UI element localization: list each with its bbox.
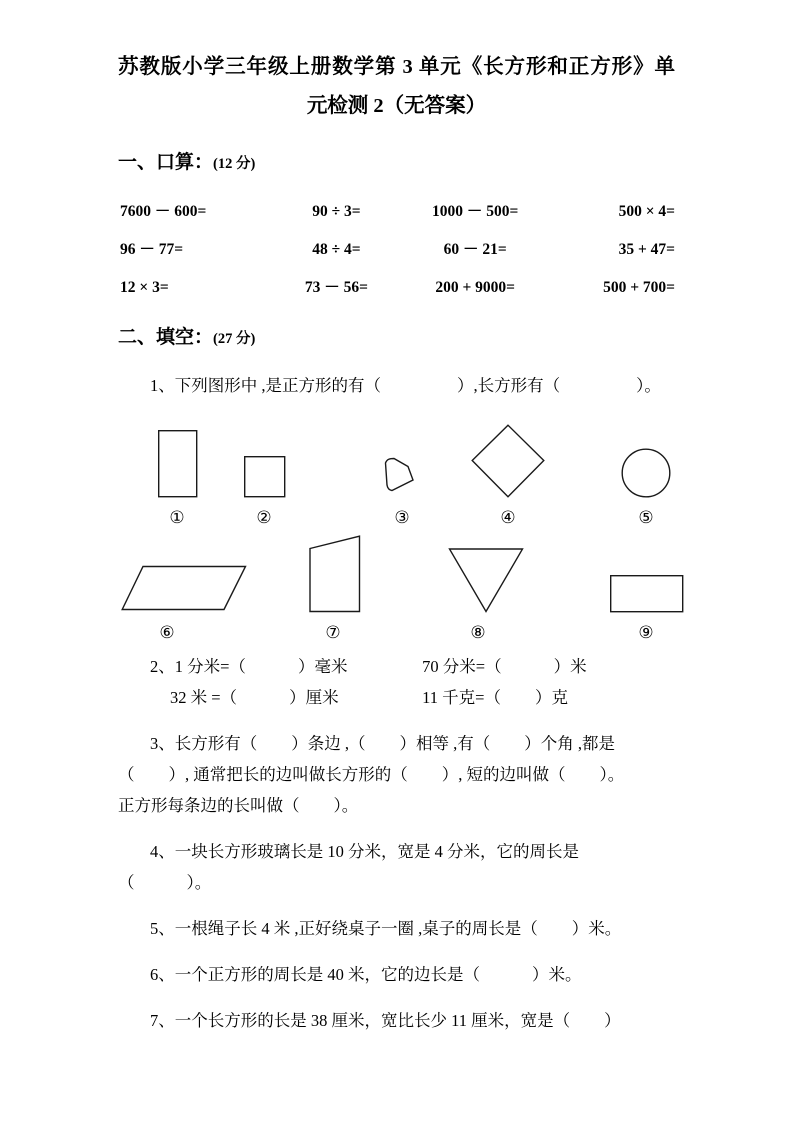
arith-cell: 500 + 700= [603,279,675,296]
question-3-part-c: ）相等 ,有（ [399,734,491,753]
shape-label-1: ① [169,508,185,527]
question-2b-pre: 70 分米=（ [422,657,502,676]
question-2-grid [118,651,675,713]
question-6-text [118,959,675,990]
arith-cell: 7600 － 600= [120,203,207,220]
arith-cell: 73 － 56= [304,279,368,296]
arith-cell: 1000 － 500= [431,203,519,220]
shape-label-7: ⑦ [325,623,341,642]
question-7-part-a: 7、一个长方形的长是 38 厘米，宽比长少 11 厘米，宽是（ [150,1011,571,1030]
page-title-line-2: 元检测 2（无答案） [306,95,487,117]
arith-cell: 12 × 3= [120,279,169,296]
question-3-part-d: ）个角 ,都是 [524,734,615,753]
section-1-points: (12 分) [213,156,256,172]
oral-calculation-grid [118,193,675,307]
question-3-line-1 [118,728,675,759]
page-title-line-1: 苏教版小学三年级上册数学第 3 单元《长方形和正方形》单 [118,56,675,78]
table-row [118,231,675,269]
question-6-part-a: 6、一个正方形的周长是 40 米，它的边长是（ [150,965,480,984]
question-4-line-1: 4、一块长方形玻璃长是 10 分米，宽是 4 分米，它的周长是 [150,842,579,861]
question-2c-post: ）厘米 [289,688,339,707]
question-3-part-b: ）条边 ,（ [291,734,366,753]
arith-cell: 96 － 77= [120,241,184,258]
shape-wide-rectangle [610,575,684,613]
question-3-part-j: ）。 [333,796,359,815]
section-2-label: 二、填空： [118,327,214,348]
shape-label-9: ⑨ [638,623,654,642]
question-1-text [118,370,675,401]
shapes-row-2 [118,528,675,643]
shape-label-4: ④ [500,508,516,527]
arith-cell: 90 ÷ 3= [312,203,361,220]
question-5-part-b: ）米。 [571,919,622,938]
shape-label-2: ② [256,508,272,527]
question-4-part-b: ）。 [186,873,212,892]
page-title [118,0,675,126]
question-2b-post: ）米 [553,657,587,676]
question-2c [118,682,422,713]
shapes-row-1 [118,413,675,528]
question-3-part-f: ）, 通常把长的边叫做长方形的（ [168,765,408,784]
section-heading-oral-calculation [118,126,675,181]
question-4-part-a: （ [118,873,135,892]
section-heading-fill-in-blank [118,307,675,356]
shape-tall-rectangle [158,430,198,498]
question-3-part-h: ）。 [599,765,625,784]
arith-cell: 48 ÷ 4= [312,241,361,258]
table-row [118,269,675,307]
question-5-part-a: 5、一根绳子长 4 米 ,正好绕桌子一圈 ,桌子的周长是（ [150,919,538,938]
question-3-line-2 [118,759,675,790]
table-row [118,193,675,231]
section-2-points: (27 分) [213,331,256,347]
question-3-part-g: ）, 短的边叫做（ [441,765,566,784]
question-2a-pre: 2、1 分米=（ [150,657,246,676]
question-2d [422,682,675,713]
shape-label-3: ③ [394,508,410,527]
section-1-label: 一、口算： [118,152,214,173]
table-row [118,682,675,713]
shape-label-5: ⑤ [638,508,654,527]
arith-cell: 200 + 9000= [435,279,515,296]
question-3-part-e: （ [118,765,135,784]
shape-square [244,456,286,498]
question-3-line-3 [118,790,675,821]
arith-cell: 60 － 21= [443,241,507,258]
arith-cell: 500 × 4= [618,203,675,220]
question-2c-pre: 32 米 =（ [170,688,238,707]
shape-trapezoid [306,535,364,613]
shape-inverted-triangle [448,547,524,613]
question-2a [118,651,422,682]
shape-diamond [471,424,545,498]
question-4-line-2 [118,867,675,898]
question-7-text [118,1005,675,1036]
table-row [118,651,675,682]
shape-irregular-quadrilateral [380,454,422,498]
question-2d-pre: 11 千克=（ [422,688,501,707]
shape-circle [621,448,671,498]
question-2a-post: ）毫米 [297,657,348,676]
question-1-part-b: ）,长方形有（ [457,376,561,395]
question-2d-post: ）克 [534,688,568,707]
shape-parallelogram [121,563,247,613]
question-1-part-c: ）。 [636,376,661,395]
arith-cell: 35 + 47= [618,241,675,258]
question-6-part-b: ）米。 [532,965,582,984]
question-3-part-i: 正方形每条边的长叫做（ [118,796,300,815]
question-3-part-a: 3、长方形有（ [150,734,258,753]
shape-label-6: ⑥ [159,623,175,642]
shape-label-8: ⑧ [470,623,486,642]
question-7-part-b: ） [604,1011,621,1030]
question-2b [422,651,675,682]
question-1-part-a: 1、下列图形中 ,是正方形的有（ [150,376,381,395]
question-5-text [118,913,675,944]
